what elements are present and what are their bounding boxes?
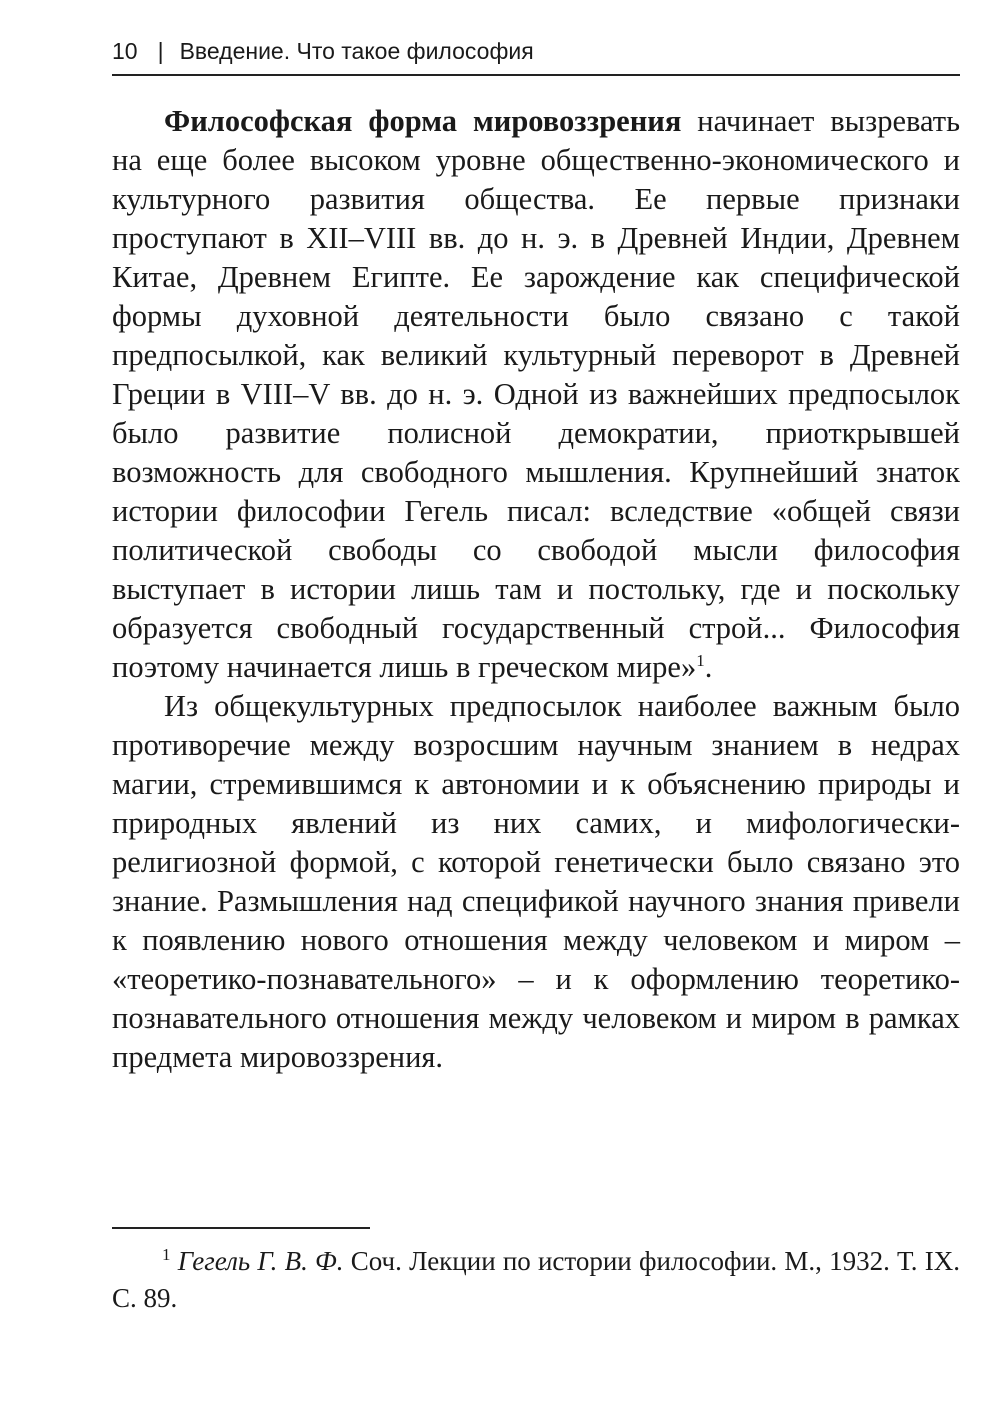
running-title: Введение. Что такое философия (179, 38, 534, 64)
header-separator: | (157, 38, 164, 64)
footnote-number: 1 (162, 1245, 171, 1264)
footnote-reference[interactable]: 1 (696, 650, 705, 670)
footnote-text: Соч. Лекции по истории философии. М., 1932. Т. IX. С. 89. (112, 1246, 960, 1313)
page-number: 10 (112, 38, 138, 64)
paragraph-1-bold-lead: Философская форма мировоззрения (164, 104, 682, 138)
running-header (112, 34, 960, 76)
paragraph-2-text: Из общекультурных предпосылок наиболее важным было противоречие между возросшим научным знанием в недрах магии, стремившимся к автономии и к объяснению природы и природных явлений из них самих, и мифологически-религиозной формой, с которой генетически было связано это знание. Размышления над спецификой научного знания привели к появлению нового отношения между человеком и миром – «теоретико-познавательного» – и к оформлению теоретико-познавательного отношения между человеком и миром в рамках предмета мировоззрения. (112, 689, 960, 1074)
paragraph-1-text: начинает вызревать на еще более высоком уровне общественно-экономического и культурного развития общества. Ее первые признаки проступают в XII–VIII вв. до н. э. в Древней Индии, Древнем Китае, Древнем Египте. Ее зарождение как специфической формы духовной деятельности было связано с такой предпосылкой, как великий культурный переворот в Древней Греции в VIII–V вв. до н. э. Одной из важнейших предпосылок было развитие полисной демократии, приоткрывшей возможность для свободного мышления. Крупнейший знаток истории философии Гегель писал: вследствие «общей связи политической свободы со свободой мысли философия выступает в истории лишь там и постольку, где и поскольку образуется свободный государственный строй... Философия поэтому начинается лишь в греческом мире» (112, 104, 960, 684)
paragraph-2 (112, 687, 960, 1077)
footnote-divider (112, 1227, 370, 1229)
footnote-author: Гегель Г. В. Ф. (177, 1246, 344, 1276)
footnote (112, 1243, 960, 1317)
paragraph-1 (112, 102, 960, 687)
paragraph-1-trail: . (704, 650, 713, 684)
body-text (112, 102, 960, 1077)
